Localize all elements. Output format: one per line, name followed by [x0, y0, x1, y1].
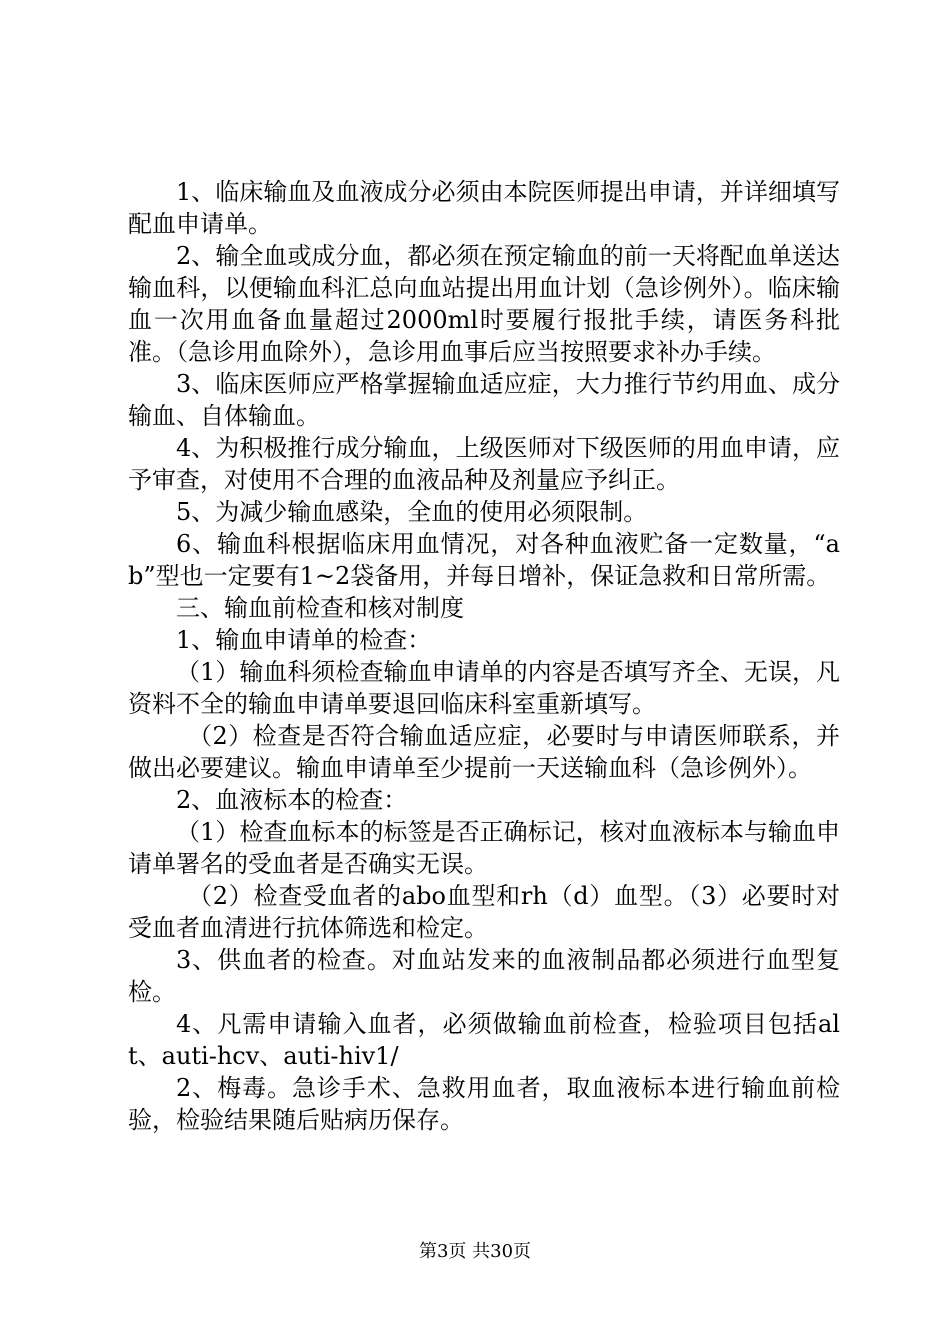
section-heading: 三、输血前检查和核对制度 — [176, 594, 464, 622]
subheading: 2、血液标本的检查： — [176, 786, 408, 814]
document-body — [128, 176, 840, 1136]
paragraph: 3、供血者的检查。对血站发来的血液制品都必须进行血型复检。 — [128, 946, 840, 1006]
subheading: 1、输血申请单的检查： — [176, 626, 432, 654]
paragraph: 3、临床医师应严格掌握输血适应症，大力推行节约用血、成分输血、自体输血。 — [128, 370, 840, 430]
paragraph: 5、为减少输血感染，全血的使用必须限制。 — [176, 498, 648, 526]
paragraph: （1）输血科须检查输血申请单的内容是否填写齐全、无误，凡资料不全的输血申请单要退回临床科室重新填写。 — [128, 658, 840, 718]
paragraph: 4、为积极推行成分输血，上级医师对下级医师的用血申请，应予审查，对使用不合理的血液品种及剂量应予纠正。 — [128, 434, 840, 494]
paragraph: （2）检查受血者的abo血型和rh（d）血型。（3）必要时对受血者血清进行抗体筛选和检定。 — [128, 882, 840, 942]
paragraph: （1）检查血标本的标签是否正确标记，核对血液标本与输血申请单署名的受血者是否确实无误。 — [128, 818, 840, 878]
paragraph: 4、凡需申请输入血者，必须做输血前检查，检验项目包括alt、auti-hcv、auti-hiv1/ — [128, 1010, 840, 1070]
paragraph: 1、临床输血及血液成分必须由本院医师提出申请，并详细填写配血申请单。 — [128, 178, 840, 238]
page-number: 第3页 共30页 — [418, 1241, 532, 1262]
paragraph: 2、梅毒。急诊手术、急救用血者，取血液标本进行输血前检验，检验结果随后贴病历保存。 — [128, 1074, 840, 1134]
paragraph: （2）检查是否符合输血适应症，必要时与申请医师联系，并做出必要建议。输血申请单至少提前一天送输血科（急诊例外）。 — [128, 722, 840, 782]
paragraph: 2、输全血或成分血，都必须在预定输血的前一天将配血单送达输血科，以便输血科汇总向血站提出用血计划（急诊例外）。临床输血一次用血备血量超过2000ml时要履行报批手续，请医务科批准。（急诊用血除外），急诊用血事后应当按照要求补办手续。 — [128, 242, 840, 366]
paragraph: 6、输血科根据临床用血情况，对各种血液贮备一定数量，“ab”型也一定要有1~2袋备用，并每日增补，保证急救和日常所需。 — [128, 530, 840, 590]
